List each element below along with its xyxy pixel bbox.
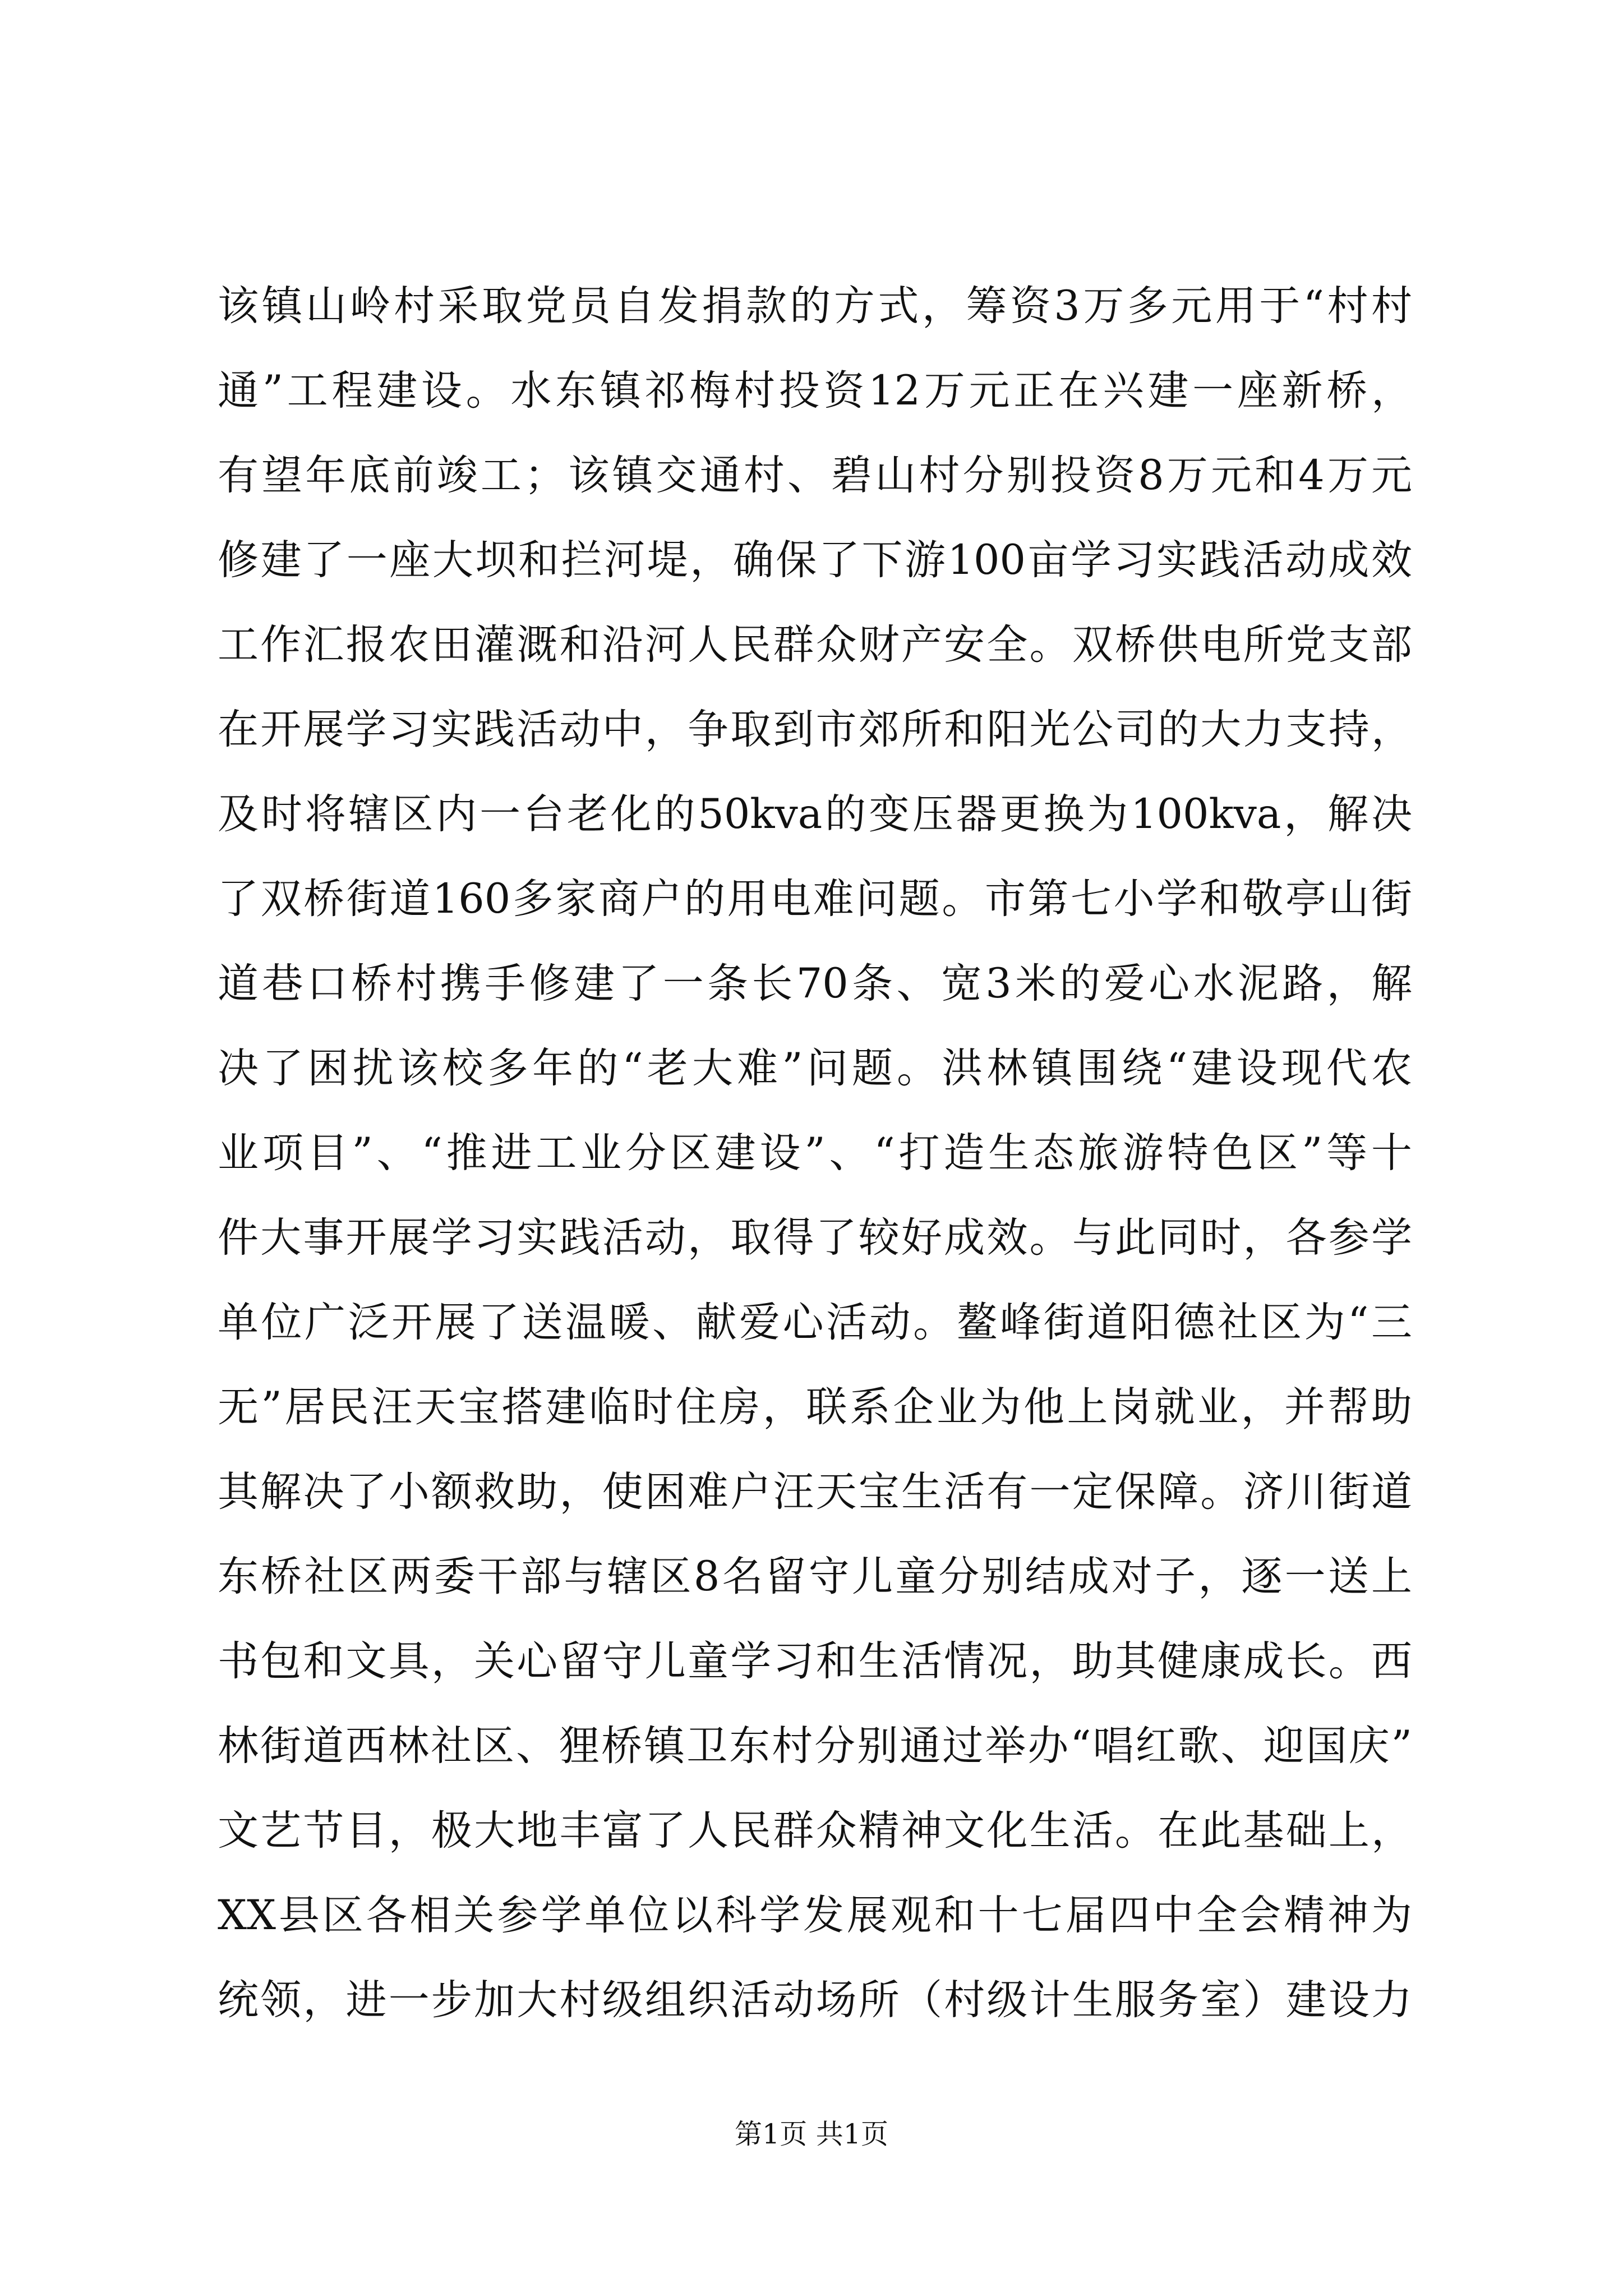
text-line-4: 修建了一座大坝和拦河堤，确保了下游100亩学习实践活动成效 xyxy=(218,536,1412,584)
text-line-10: 决了困扰该校多年的“老大难”问题。洪林镇围绕“建设现代农 xyxy=(218,1045,1412,1092)
text-line-3: 有望年底前竣工；该镇交通村、碧山村分别投资8万元和4万元 xyxy=(218,452,1412,499)
text-line-19: 文艺节目，极大地丰富了人民群众精神文化生活。在此基础上， xyxy=(218,1807,1412,1855)
text-line-6: 在开展学习实践活动中，争取到市郊所和阳光公司的大力支持， xyxy=(218,706,1412,753)
text-line-9: 道巷口桥村携手修建了一条长70条、宽3米的爱心水泥路，解 xyxy=(218,960,1412,1007)
text-line-7: 及时将辖区内一台老化的50kva的变压器更换为100kva，解决 xyxy=(218,790,1412,838)
text-line-5: 工作汇报农田灌溉和沿河人民群众财产安全。双桥供电所党支部 xyxy=(218,621,1412,669)
text-line-2: 通”工程建设。水东镇祁梅村投资12万元正在兴建一座新桥， xyxy=(218,367,1412,415)
page-number-label: 第1页 共1页 xyxy=(735,2118,888,2150)
text-line-14: 无”居民汪天宝搭建临时住房，联系企业为他上岗就业，并帮助 xyxy=(218,1383,1412,1431)
text-line-20: XX县区各相关参学单位以科学发展观和十七届四中全会精神为 xyxy=(218,1892,1412,1939)
text-line-1: 该镇山岭村采取党员自发捐款的方式，筹资3万多元用于“村村 xyxy=(218,282,1412,330)
text-line-8: 了双桥街道160多家商户的用电难问题。市第七小学和敬亭山街 xyxy=(218,875,1412,923)
text-line-15: 其解决了小额救助，使困难户汪天宝生活有一定保障。济川街道 xyxy=(218,1468,1412,1516)
text-line-13: 单位广泛开展了送温暖、献爱心活动。鳌峰街道阳德社区为“三 xyxy=(218,1299,1412,1346)
text-line-11: 业项目”、“推进工业分区建设”、“打造生态旅游特色区”等十 xyxy=(218,1129,1412,1177)
body-paragraph xyxy=(218,264,1412,2042)
text-line-12: 件大事开展学习实践活动，取得了较好成效。与此同时，各参学 xyxy=(218,1214,1412,1262)
text-line-17: 书包和文具，关心留守儿童学习和生活情况，助其健康成长。西 xyxy=(218,1637,1412,1685)
page-footer xyxy=(0,2115,1623,2154)
text-line-21: 统领，进一步加大村级组织活动场所（村级计生服务室）建设力 xyxy=(218,1976,1412,2024)
text-line-18: 林街道西林社区、狸桥镇卫东村分别通过举办“唱红歌、迎国庆” xyxy=(218,1722,1412,1770)
text-line-16: 东桥社区两委干部与辖区8名留守儿童分别结成对子，逐一送上 xyxy=(218,1553,1412,1600)
